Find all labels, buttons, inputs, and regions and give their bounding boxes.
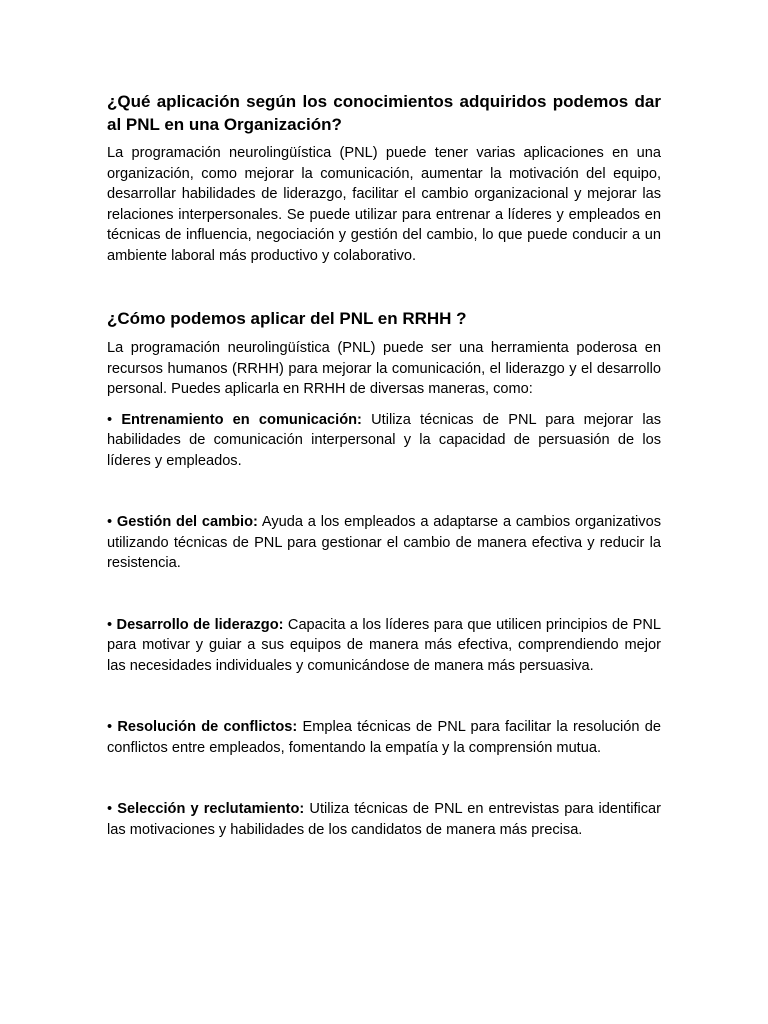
bullet-text: Capacita a los líderes para que utilicen principios de PNL para motivar y guiar a sus equipos de manera más efectiva, comprendiendo mejor las necesidades individuales y comunicándose de manera más persuasiva. bbox=[107, 616, 662, 674]
bullet-title: Selección y reclutamiento: bbox=[117, 801, 305, 817]
bullet-marker: • bbox=[107, 719, 113, 735]
bullet-item-gestion bbox=[107, 512, 661, 574]
bullet-title: Desarrollo de liderazgo: bbox=[116, 616, 284, 633]
bullet-title: Gestión del cambio: bbox=[116, 514, 258, 530]
bullet-marker: • bbox=[107, 411, 113, 428]
bullet-item-conflictos bbox=[107, 717, 661, 758]
bullet-text: Ayuda a los empleados a adaptarse a cambios organizativos utilizando técnicas de PNL para gestionar el cambio de manera efectiva y reducir la resistencia. bbox=[107, 514, 661, 571]
section-paragraph-rrhh: La programación neurolingüística (PNL) puede ser una herramienta poderosa en recursos humanos (RRHH) para mejorar la comunicación, el liderazgo y el desarrollo personal. Puedes aplicarla en RRHH de diversas maneras, como: bbox=[107, 340, 661, 397]
bullet-item-liderazgo bbox=[107, 615, 661, 677]
section-heading-organizacion: ¿Qué aplicación según los conocimientos adquiridos podemos dar al PNL en una Organización? bbox=[107, 92, 661, 134]
bullet-marker: • bbox=[107, 514, 113, 530]
bullet-text: Emplea técnicas de PNL para facilitar la resolución de conflictos entre empleados, fomentando la empatía y la comprensión mutua. bbox=[107, 719, 661, 756]
bullet-item-seleccion bbox=[107, 799, 661, 840]
section-paragraph-organizacion: La programación neurolingüística (PNL) puede tener varias aplicaciones en una organización, como mejorar la comunicación, aumentar la motivación del equipo, desarrollar habilidades de liderazgo, facilitar el cambio organizacional y mejorar las relaciones interpersonales. Se puede utilizar para entrenar a líderes y empleados en técnicas de influencia, negociación y gestión del cambio, lo que puede conducir a un ambiente laboral más productivo y colaborativo. bbox=[107, 145, 661, 264]
bullet-text: Utiliza técnicas de PNL en entrevistas para identificar las motivaciones y habilidades de los candidatos de manera más precisa. bbox=[107, 801, 662, 838]
bullet-item-entrenamiento bbox=[107, 410, 661, 472]
document-page bbox=[107, 90, 661, 840]
bullet-title: Entrenamiento en comunicación: bbox=[121, 411, 362, 428]
bullet-marker: • bbox=[107, 616, 113, 633]
bullet-title: Resolución de conflictos: bbox=[117, 719, 298, 735]
bullet-text: Utiliza técnicas de PNL para mejorar las habilidades de comunicación interpersonal y la capacidad de persuasión de los líderes y empleados. bbox=[107, 411, 661, 469]
section-heading-rrhh: ¿Cómo podemos aplicar del PNL en RRHH ? bbox=[107, 309, 467, 328]
bullet-marker: • bbox=[107, 801, 113, 817]
